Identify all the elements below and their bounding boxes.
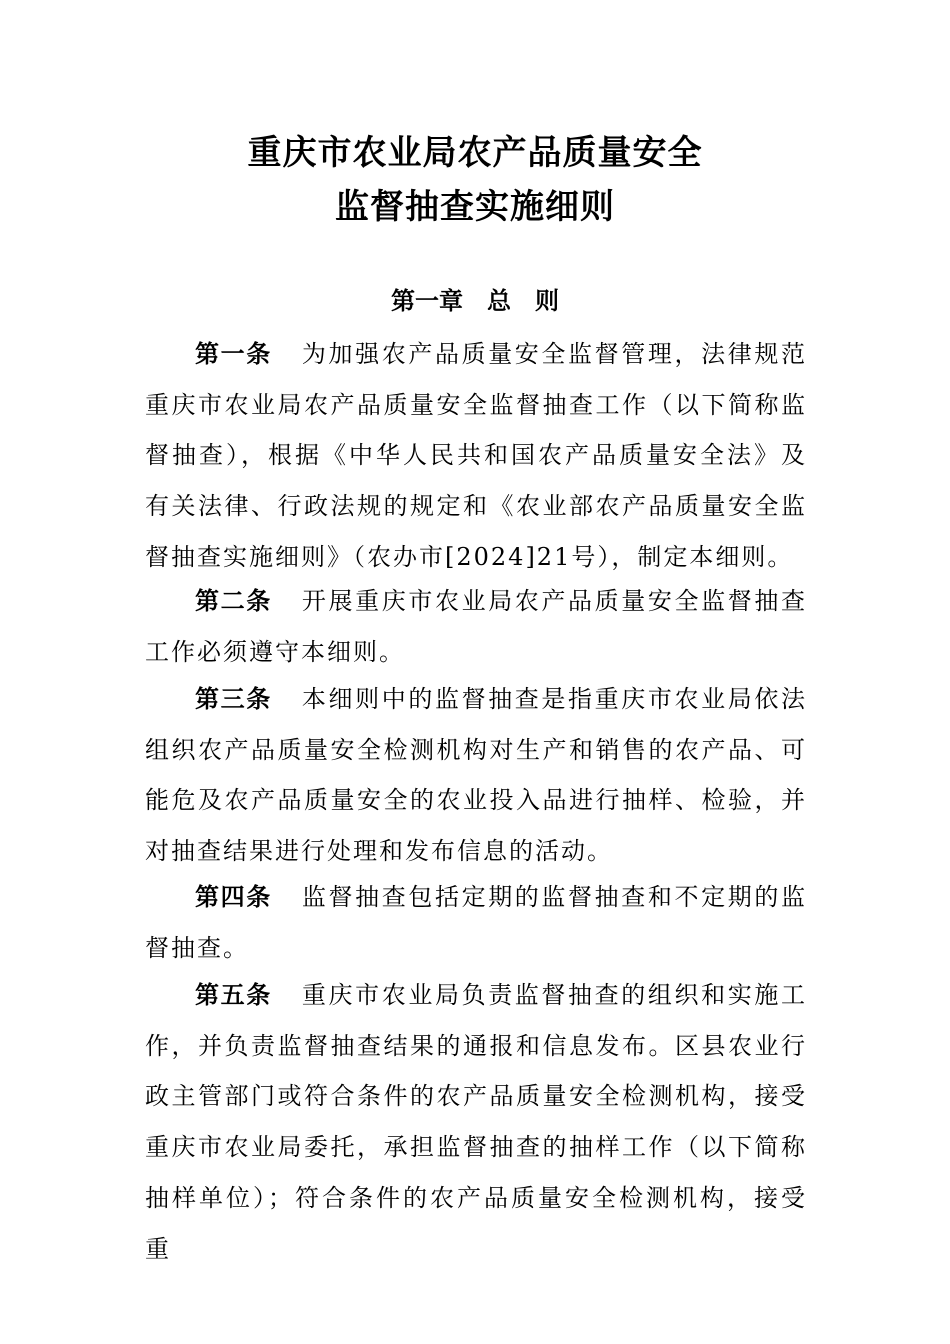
chapter-heading: 第一章 总 则 (391, 287, 559, 315)
article-4-text: 监督抽查包括定期的监督抽查和不定期的监督抽查。 (145, 883, 808, 962)
document-title-line-2: 监督抽查实施细则 (335, 187, 615, 227)
article-2-text: 开展重庆市农业局农产品质量安全监督抽查工作必须遵守本细则。 (145, 587, 808, 666)
article-1 (145, 329, 807, 583)
article-5 (145, 970, 807, 1274)
article-3-label: 第三条 (195, 685, 272, 713)
article-1-label: 第一条 (195, 340, 272, 368)
article-2 (145, 576, 807, 677)
article-3-text: 本细则中的监督抽查是指重庆市农业局依法组织农产品质量安全检测机构对生产和销售的农产品、可能危及农产品质量安全的农业投入品进行抽样、检验，并对抽查结果进行处理和发布信息的活动。 (145, 685, 808, 866)
article-1-text: 为加强农产品质量安全监督管理，法律规范重庆市农业局农产品质量安全监督抽查工作（以下简称监督抽查），根据《中华人民共和国农产品质量安全法》及有关法律、行政法规的规定和《农业部农产品质量安全监督抽查实施细则》（农办市[2024]21号），制定本细则。 (145, 340, 808, 571)
article-3 (145, 674, 807, 877)
article-4-label: 第四条 (195, 883, 272, 911)
article-2-label: 第二条 (195, 587, 272, 615)
article-5-text: 重庆市农业局负责监督抽查的组织和实施工作，并负责监督抽查结果的通报和信息发布。区县农业行政主管部门或符合条件的农产品质量安全检测机构，接受重庆市农业局委托，承担监督抽查的抽样工作（以下简称抽样单位）；符合条件的农产品质量安全检测机构，接受重 (145, 981, 808, 1263)
article-4 (145, 872, 807, 973)
article-5-label: 第五条 (195, 981, 272, 1009)
document-title-line-1: 重庆市农业局农产品质量安全 (247, 133, 703, 173)
